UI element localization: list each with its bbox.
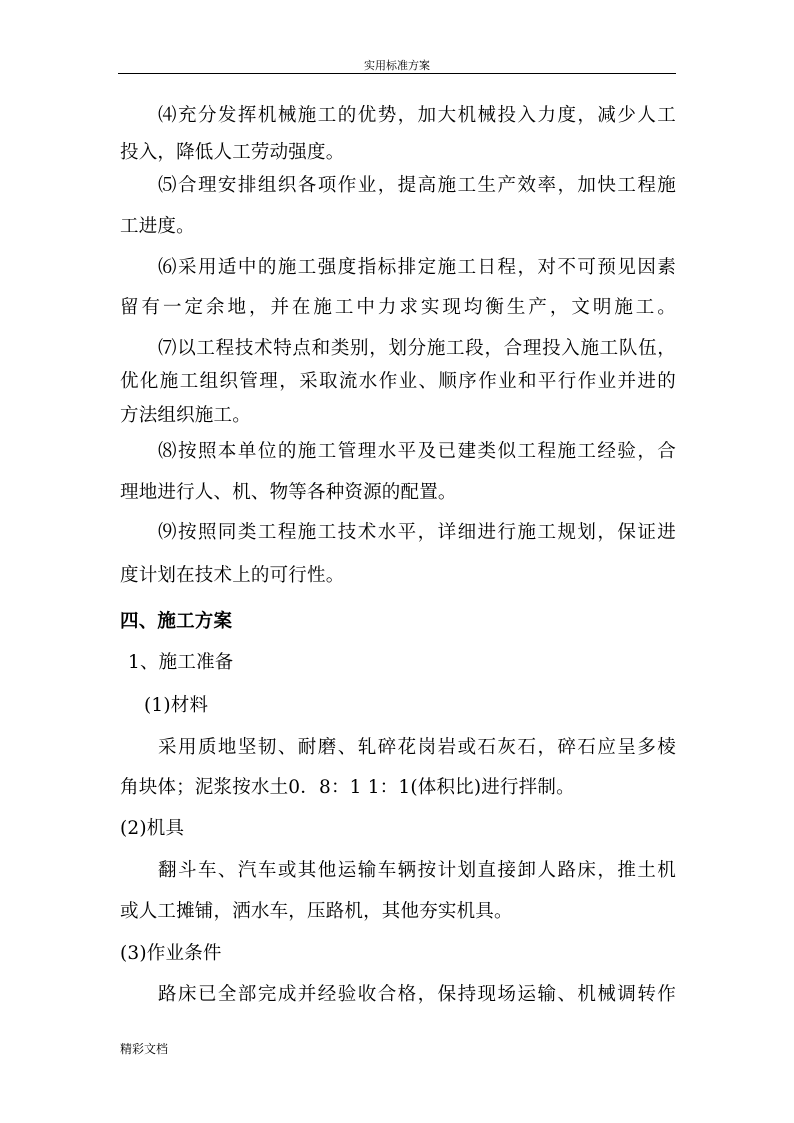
paragraph-line: 方法组织施工。 (120, 405, 251, 426)
subsection-heading: 1、施工准备 (128, 652, 234, 673)
item-heading: (3)作业条件 (120, 943, 222, 964)
paragraph-line: ⑼按照同类工程施工技术水平，详细进行施工规划，保证进 (158, 522, 676, 543)
paragraph-line: ⑺以工程技术特点和类别，划分施工段，合理投入施工队伍， (158, 338, 676, 359)
paragraph-line: 留有一定余地，并在施工中力求实现均衡生产，文明施工。 (120, 297, 676, 318)
paragraph-line: 投入，降低人工劳动强度。 (120, 142, 345, 163)
paragraph-line: 优化施工组织管理，采取流水作业、顺序作业和平行作业并进的 (120, 371, 676, 392)
page-footer: 精彩文档 (120, 1042, 169, 1056)
paragraph-line: 工进度。 (120, 216, 195, 237)
paragraph-line: 路床已全部完成并经验收合格，保持现场运输、机械调转作 (158, 984, 676, 1005)
header-title: 实用标准方案 (364, 59, 430, 72)
paragraph-line: ⑹采用适中的施工强度指标排定施工日程，对不可预见因素 (158, 257, 676, 278)
header-rule (118, 73, 676, 74)
paragraph-line: ⑸合理安排组织各项作业，提高施工生产效率，加快工程施 (158, 175, 676, 196)
paragraph-line: 度计划在技术上的可行性。 (120, 565, 345, 586)
section-heading: 四、施工方案 (120, 611, 233, 632)
paragraph-line: 翻斗车、汽车或其他运输车辆按计划直接卸人路床，推土机 (158, 860, 676, 881)
paragraph-line: ⑻按照本单位的施工管理水平及已建类似工程施工经验，合 (158, 441, 676, 462)
paragraph-line: 理地进行人、机、物等各种资源的配置。 (120, 482, 457, 503)
paragraph-line: 角块体；泥浆按水土0．8：1 1：1(体积比)进行拌制。 (120, 777, 575, 798)
paragraph-line: 或人工摊铺，洒水车，压路机，其他夯实机具。 (120, 901, 513, 922)
item-heading: (2)机具 (120, 818, 185, 839)
paragraph-line: ⑷充分发挥机械施工的优势，加大机械投入力度，减少人工 (158, 105, 676, 126)
item-heading: (1)材料 (144, 695, 209, 716)
paragraph-line: 采用质地坚韧、耐磨、轧碎花岗岩或石灰石，碎石应呈多棱 (158, 737, 676, 758)
